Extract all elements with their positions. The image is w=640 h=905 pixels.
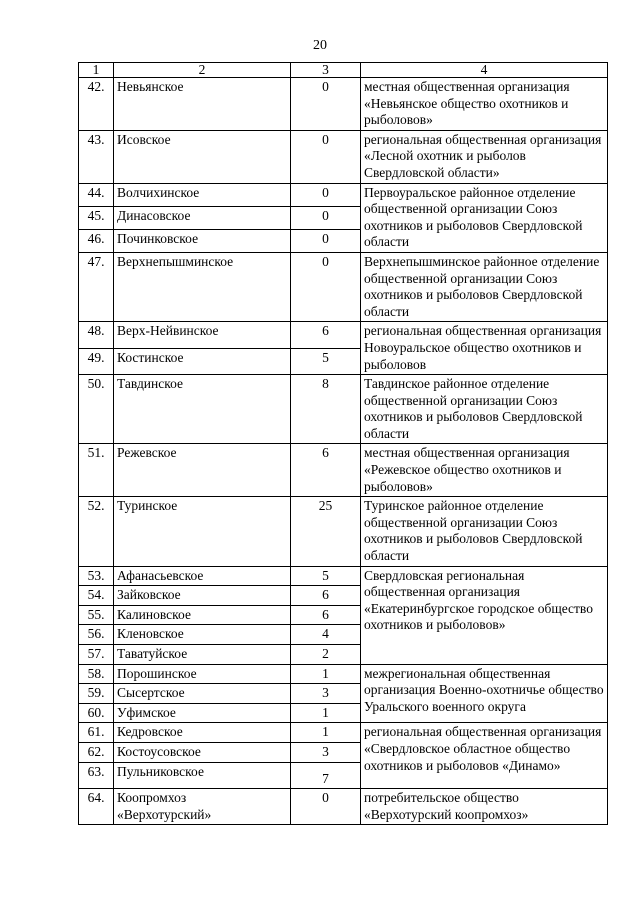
row-number: 58. [79, 664, 114, 684]
row-value: 6 [291, 322, 361, 348]
table-row [79, 375, 608, 444]
row-value: 7 [291, 762, 361, 789]
row-name: Пульниковское [114, 762, 291, 789]
row-number: 42. [79, 78, 114, 131]
row-number: 62. [79, 742, 114, 762]
row-name: Костоусовское [114, 742, 291, 762]
row-organization: региональная общественная организация Новоуральское общество охотников и рыболовов [361, 322, 608, 375]
row-value: 1 [291, 703, 361, 723]
row-value: 0 [291, 252, 361, 321]
row-value: 1 [291, 664, 361, 684]
table-row [79, 444, 608, 497]
row-name: Кедровское [114, 723, 291, 743]
row-name: Верхнепышминское [114, 252, 291, 321]
row-name: Невьянское [114, 78, 291, 131]
row-number: 59. [79, 684, 114, 704]
row-organization: потребительское общество «Верхотурский коопромхоз» [361, 789, 608, 825]
header-col-2: 2 [114, 63, 291, 78]
table-row [79, 252, 608, 321]
row-value: 5 [291, 566, 361, 586]
row-value: 0 [291, 130, 361, 183]
row-number: 56. [79, 625, 114, 645]
row-name: Уфимское [114, 703, 291, 723]
table-row [79, 723, 608, 743]
row-number: 44. [79, 183, 114, 206]
row-number: 64. [79, 789, 114, 825]
row-organization: Первоуральское районное отделение общественной организации Союз охотников и рыболовов Свердловской области [361, 183, 608, 252]
row-name: Коопромхоз «Верхотурский» [114, 789, 291, 825]
row-organization: региональная общественная организация «Лесной охотник и рыболов Свердловской области» [361, 130, 608, 183]
row-name: Костинское [114, 348, 291, 374]
header-col-4: 4 [361, 63, 608, 78]
row-value: 6 [291, 444, 361, 497]
row-name: Исовское [114, 130, 291, 183]
row-organization: Верхнепышминское районное отделение общественной организации Союз охотников и рыболовов Свердловской области [361, 252, 608, 321]
table-row [79, 130, 608, 183]
table-row [79, 183, 608, 206]
row-value: 6 [291, 605, 361, 625]
row-value: 0 [291, 78, 361, 131]
row-name: Тавдинское [114, 375, 291, 444]
row-number: 48. [79, 322, 114, 348]
row-name: Таватуйское [114, 645, 291, 665]
row-organization: межрегиональная общественная организация Военно-охотничье общество Уральского военного округа [361, 664, 608, 723]
table-row [79, 789, 608, 825]
row-number: 54. [79, 586, 114, 606]
row-number: 47. [79, 252, 114, 321]
header-col-3: 3 [291, 63, 361, 78]
hunting-grounds-table [78, 62, 608, 825]
row-number: 53. [79, 566, 114, 586]
row-number: 57. [79, 645, 114, 665]
row-number: 49. [79, 348, 114, 374]
table-header [79, 63, 608, 78]
table-row [79, 566, 608, 586]
row-name: Афанасьевское [114, 566, 291, 586]
row-name: Туринское [114, 497, 291, 566]
row-name: Режевское [114, 444, 291, 497]
row-organization: местная общественная организация «Невьянское общество охотников и рыболовов» [361, 78, 608, 131]
row-number: 63. [79, 762, 114, 789]
header-col-1: 1 [79, 63, 114, 78]
row-value: 25 [291, 497, 361, 566]
row-organization: Туринское районное отделение общественной организации Союз охотников и рыболовов Свердловской области [361, 497, 608, 566]
row-name: Починковское [114, 229, 291, 252]
row-value: 8 [291, 375, 361, 444]
row-number: 61. [79, 723, 114, 743]
row-name: Кленовское [114, 625, 291, 645]
table-row [79, 322, 608, 348]
row-value: 2 [291, 645, 361, 665]
row-name: Калиновское [114, 605, 291, 625]
table-row [79, 78, 608, 131]
row-value: 0 [291, 206, 361, 229]
row-name: Волчихинское [114, 183, 291, 206]
header-row [79, 63, 608, 78]
row-organization: региональная общественная организация «Свердловское областное общество охотников и рыболовов «Динамо» [361, 723, 608, 789]
row-value: 3 [291, 742, 361, 762]
row-name: Порошинское [114, 664, 291, 684]
row-number: 60. [79, 703, 114, 723]
row-number: 46. [79, 229, 114, 252]
row-organization: Тавдинское районное отделение общественной организации Союз охотников и рыболовов Свердловской области [361, 375, 608, 444]
row-number: 55. [79, 605, 114, 625]
row-name: Верх-Нейвинское [114, 322, 291, 348]
row-value: 5 [291, 348, 361, 374]
row-value: 0 [291, 229, 361, 252]
row-value: 4 [291, 625, 361, 645]
row-organization: Свердловская региональная общественная организация «Екатеринбургское городское общество охотников и рыболовов» [361, 566, 608, 664]
table-body [79, 78, 608, 825]
row-name: Динасовское [114, 206, 291, 229]
table-row [79, 497, 608, 566]
table-row [79, 664, 608, 684]
page-number: 20 [313, 38, 327, 53]
row-value: 0 [291, 789, 361, 825]
row-name: Сысертское [114, 684, 291, 704]
row-number: 43. [79, 130, 114, 183]
row-name: Зайковское [114, 586, 291, 606]
row-number: 45. [79, 206, 114, 229]
row-value: 3 [291, 684, 361, 704]
row-organization: местная общественная организация «Режевское общество охотников и рыболовов» [361, 444, 608, 497]
row-number: 50. [79, 375, 114, 444]
row-number: 52. [79, 497, 114, 566]
row-number: 51. [79, 444, 114, 497]
row-value: 1 [291, 723, 361, 743]
row-value: 6 [291, 586, 361, 606]
row-value: 0 [291, 183, 361, 206]
